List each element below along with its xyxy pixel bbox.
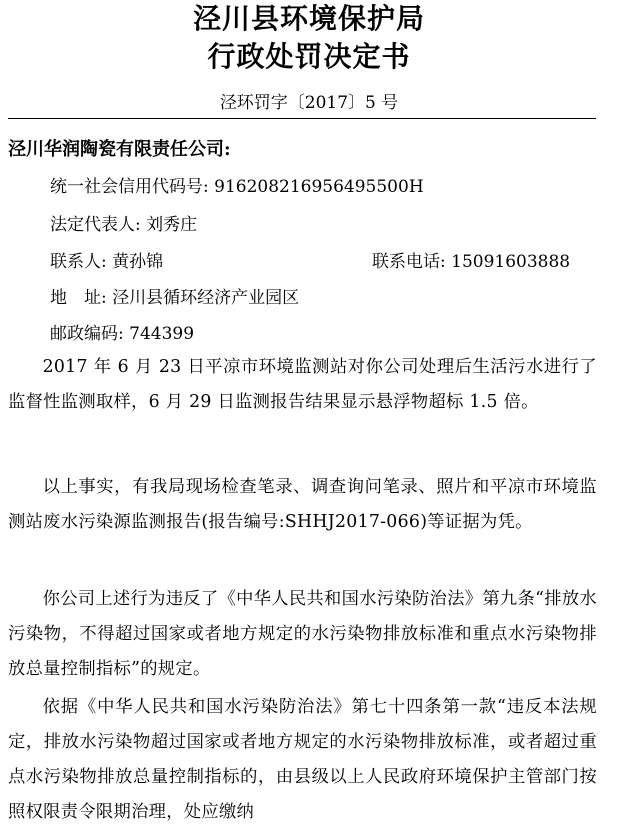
agency-title: 泾川县环境保护局 xyxy=(192,2,425,35)
paragraph-legal-basis: 依据《中华人民共和国水污染防治法》第七十四条第一款“违反本法规定，排放水污染物超过国家或者地方规定的水污染物排放标准，或者超过重点水污染物排放总量控制指标的，由县级以上人民政府环境保护主管部门按照权限责令限期治理，处应缴纳 xyxy=(8,697,597,822)
postcode-line: 邮政编码: 744399 xyxy=(50,324,195,344)
paragraph-evidence: 以上事实，有我局现场检查笔录、调查询问笔录、照片和平凉市环境监测站废水污染源监测报告(报告编号:SHHJ2017-066)等证据为凭。 xyxy=(8,477,597,532)
document-number: 泾环罚字〔2017〕5 号 xyxy=(219,93,399,113)
paragraph-violation: 你公司上述行为违反了《中华人民共和国水污染防治法》第九条“排放水污染物，不得超过国家或者地方规定的水污染物排放标准和重点水污染物排放总量控制指标”的规定。 xyxy=(8,589,597,679)
contact-person-line: 联系人: 黄孙锦 xyxy=(50,252,164,272)
header-divider xyxy=(8,118,596,119)
contact-phone-line: 联系电话: 15091603888 xyxy=(372,252,571,272)
address-line: 地 址: 泾川县循环经济产业园区 xyxy=(50,288,300,308)
document-type-title: 行政处罚决定书 xyxy=(207,40,411,73)
paragraph-monitoring-facts: 2017 年 6 月 23 日平凉市环境监测站对你公司处理后生活污水进行了监督性监测取样，6 月 29 日监测报告结果显示悬浮物超标 1.5 倍。 xyxy=(8,357,597,412)
credit-code-line: 统一社会信用代码号: 916208216956495500H xyxy=(50,177,424,197)
recipient-name: 泾川华润陶瓷有限责任公司: xyxy=(8,139,231,160)
legal-representative-line: 法定代表人: 刘秀庄 xyxy=(50,215,198,235)
